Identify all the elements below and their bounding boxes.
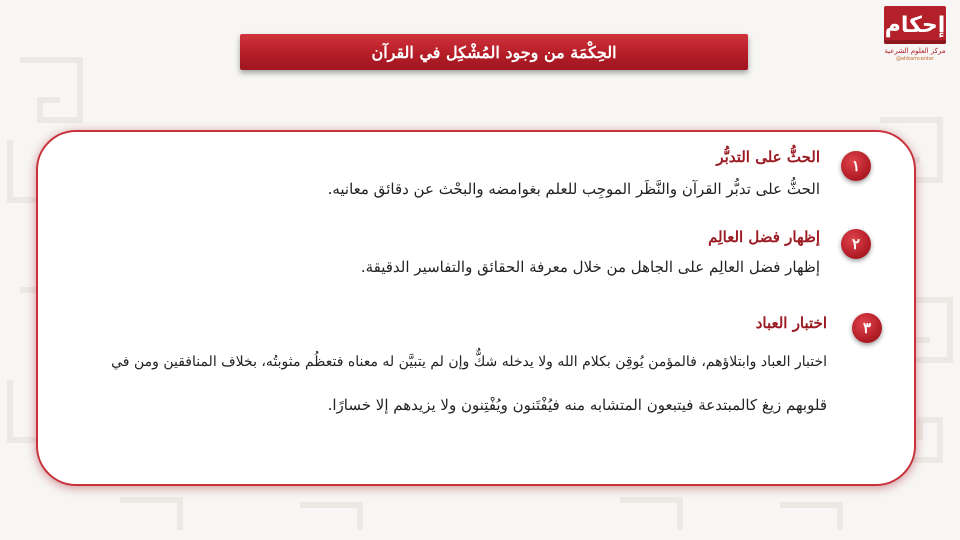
- logo-handle: @ehkamcenter: [895, 56, 935, 62]
- page-title: الحِكْمَة من وجود المُشْكِل في القرآن: [371, 42, 617, 62]
- item-number-2: ٢: [841, 229, 871, 259]
- item-text-3-line-2: قلوبهم زيغ كالمبتدعة فيتبعون المتشابه منه فيُفْتَنون ويُفْتِنون ولا يزيدهم إلا خسارًا.: [327, 396, 827, 414]
- item-text-2: إظهار فضل العالِم على الجاهل من خلال معرفة الحقائق والتفاسير الدقيقة.: [360, 258, 820, 276]
- logo-mark: إحكام: [884, 6, 946, 44]
- item-text-3-line-1: اختبار العباد وابتلاؤهم، فالمؤمن يُوقِن بكلام الله ولا يدخله شكٌّ وإن لم يتبيَّن له معناه فتعظُم مثوبتُه، بخلاف المنافقين ومن في: [111, 354, 827, 370]
- item-heading-1: الحثُّ على التدبُّر: [716, 148, 820, 166]
- title-banner: [240, 34, 748, 70]
- item-number-1: ١: [841, 151, 871, 181]
- item-heading-3: اختبار العباد: [755, 314, 827, 332]
- brand-logo: [876, 6, 954, 70]
- item-number-3: ٣: [852, 313, 882, 343]
- item-text-1: الحثُّ على تدبُّر القرآن والنَّظَر الموجِب للعلم بغوامضه والبحْث عن دقائق معانيه.: [327, 180, 820, 198]
- item-heading-2: إظهار فضل العالِم: [708, 228, 820, 246]
- logo-subtitle: مركز العلوم الشرعية: [884, 47, 946, 55]
